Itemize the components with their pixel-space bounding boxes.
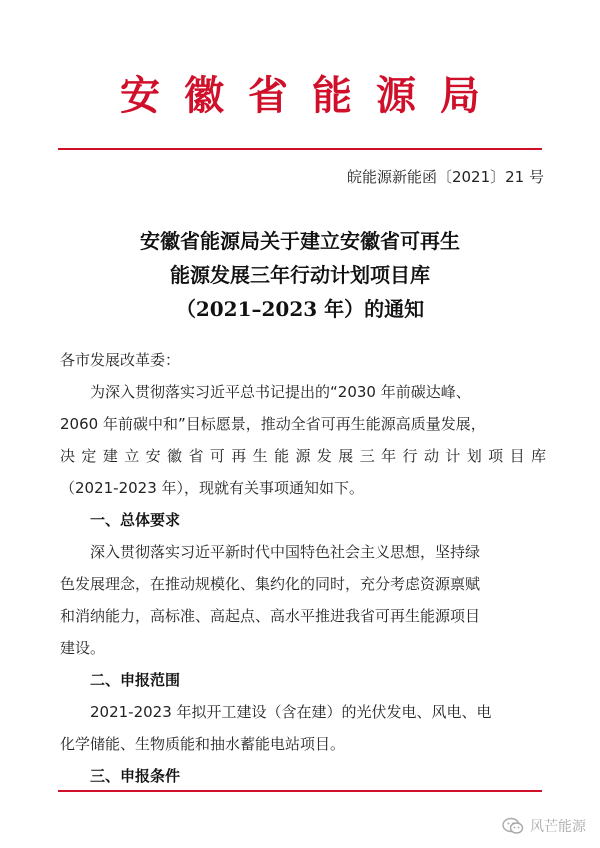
document-number: 皖能源新能函〔2021〕21 号 — [346, 168, 544, 186]
watermark — [502, 816, 586, 836]
section-heading: 三、申报条件 — [90, 767, 181, 785]
watermark-text: 风芒能源 — [530, 819, 586, 835]
body-line: 为深入贯彻落实习近平总书记提出的“2030 年前碳达峰、 — [90, 383, 471, 401]
body-line: 和消纳能力，高标准、高起点、高水平推进我省可再生能源项目 — [60, 607, 481, 625]
body-line: 化学储能、生物质能和抽水蓄能电站项目。 — [60, 735, 346, 753]
body-line: 2021-2023 年拟开工建设（含在建）的光伏发电、风电、电 — [90, 703, 492, 721]
body-line: 色发展理念，在推动规模化、集约化的同时，充分考虑资源禀赋 — [60, 575, 481, 593]
title-line: （2021–2023 年）的通知 — [175, 297, 425, 321]
body-line: （2021-2023 年），现就有关事项通知如下。 — [60, 479, 365, 497]
footer-red-rule — [58, 790, 542, 792]
title-line: 能源发展三年行动计划项目库 — [170, 263, 430, 287]
body-line: 建设。 — [60, 639, 106, 657]
salutation: 各市发展改革委： — [60, 351, 181, 369]
section-heading: 二、申报范围 — [90, 671, 181, 689]
letterhead-title: 安徽省能源局 — [120, 72, 504, 119]
title-line: 安徽省能源局关于建立安徽省可再生 — [140, 229, 460, 253]
letterhead-red-rule — [58, 148, 542, 150]
body-line: 深入贯彻落实习近平新时代中国特色社会主义思想，坚持绿 — [90, 543, 481, 561]
document-title — [60, 224, 540, 326]
body-line: 2060 年前碳中和”目标愿景，推动全省可再生能源高质量发展， — [60, 415, 486, 433]
body-line: 决定建立安徽省可再生能源发展三年行动计划项目库 — [60, 447, 546, 465]
wechat-icon — [502, 817, 524, 835]
document-body — [60, 344, 546, 792]
section-heading: 一、总体要求 — [90, 511, 181, 529]
